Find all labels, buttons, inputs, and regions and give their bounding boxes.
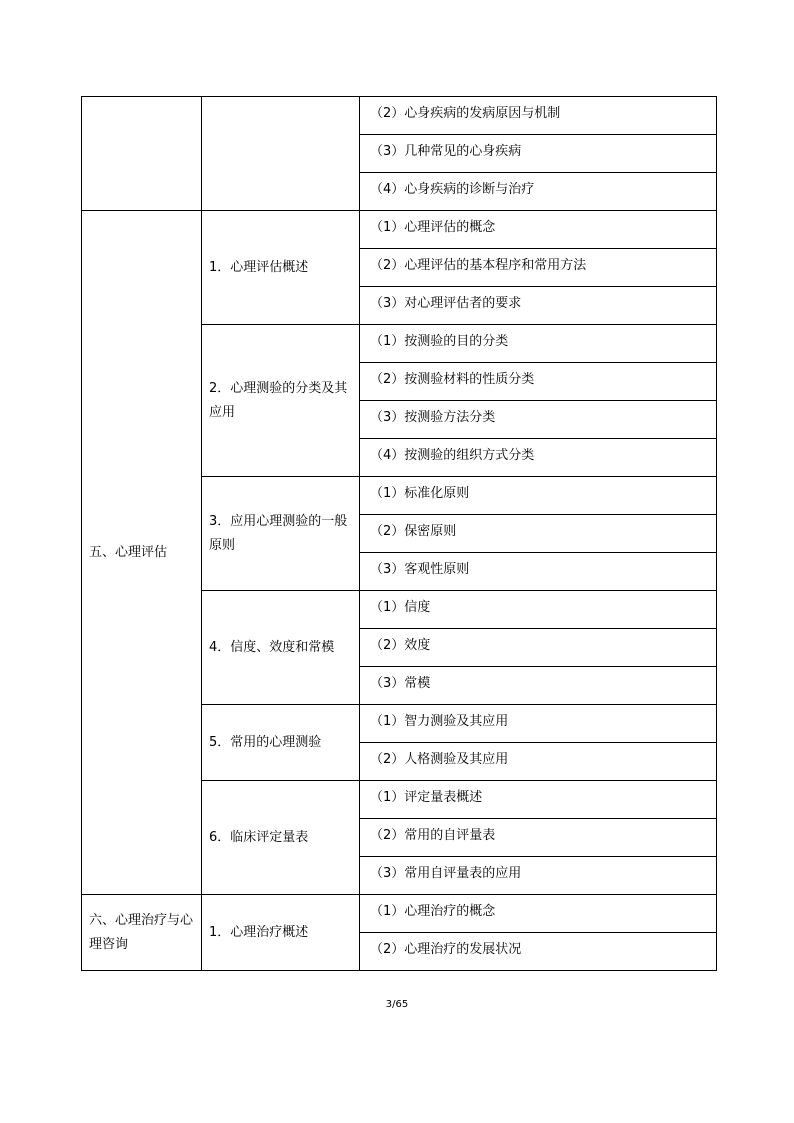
topic-cell: （1）按测验的目的分类 bbox=[360, 325, 717, 363]
topic-cell: （1）标准化原则 bbox=[360, 477, 717, 515]
topic-cell: （3）对心理评估者的要求 bbox=[360, 287, 717, 325]
topic-cell: （1）心理治疗的概念 bbox=[360, 895, 717, 933]
topic-cell: （3）按测验方法分类 bbox=[360, 401, 717, 439]
section-cell: 1．心理治疗概述 bbox=[202, 895, 360, 971]
topic-cell: （1）智力测验及其应用 bbox=[360, 705, 717, 743]
topic-cell: （3）客观性原则 bbox=[360, 553, 717, 591]
chapter-cell: 六、心理治疗与心理咨询 bbox=[82, 895, 202, 971]
topic-cell: （2）心理评估的基本程序和常用方法 bbox=[360, 249, 717, 287]
table-row bbox=[82, 97, 717, 135]
topic-cell: （2）心身疾病的发病原因与机制 bbox=[360, 97, 717, 135]
topic-cell: （3）几种常见的心身疾病 bbox=[360, 135, 717, 173]
topic-cell: （1）心理评估的概念 bbox=[360, 211, 717, 249]
chapter-cell-empty bbox=[82, 97, 202, 211]
topic-cell: （1）评定量表概述 bbox=[360, 781, 717, 819]
section-cell: 3．应用心理测验的一般原则 bbox=[202, 477, 360, 591]
topic-cell: （4）心身疾病的诊断与治疗 bbox=[360, 173, 717, 211]
section-cell: 6．临床评定量表 bbox=[202, 781, 360, 895]
topic-cell: （2）心理治疗的发展状况 bbox=[360, 933, 717, 971]
topic-cell: （2）效度 bbox=[360, 629, 717, 667]
topic-cell: （2）人格测验及其应用 bbox=[360, 743, 717, 781]
topic-cell: （4）按测验的组织方式分类 bbox=[360, 439, 717, 477]
topic-cell: （2）常用的自评量表 bbox=[360, 819, 717, 857]
section-cell: 4．信度、效度和常模 bbox=[202, 591, 360, 705]
section-cell-empty bbox=[202, 97, 360, 211]
topic-cell: （2）保密原则 bbox=[360, 515, 717, 553]
topic-cell: （1）信度 bbox=[360, 591, 717, 629]
topic-cell: （3）常模 bbox=[360, 667, 717, 705]
table-row bbox=[82, 211, 717, 249]
outline-table bbox=[81, 96, 717, 971]
section-cell: 2．心理测验的分类及其应用 bbox=[202, 325, 360, 477]
topic-cell: （2）按测验材料的性质分类 bbox=[360, 363, 717, 401]
section-cell: 1．心理评估概述 bbox=[202, 211, 360, 325]
table-row bbox=[82, 895, 717, 933]
chapter-cell: 五、心理评估 bbox=[82, 211, 202, 895]
topic-cell: （3）常用自评量表的应用 bbox=[360, 857, 717, 895]
section-cell: 5．常用的心理测验 bbox=[202, 705, 360, 781]
page-number: 3/65 bbox=[385, 999, 409, 1010]
